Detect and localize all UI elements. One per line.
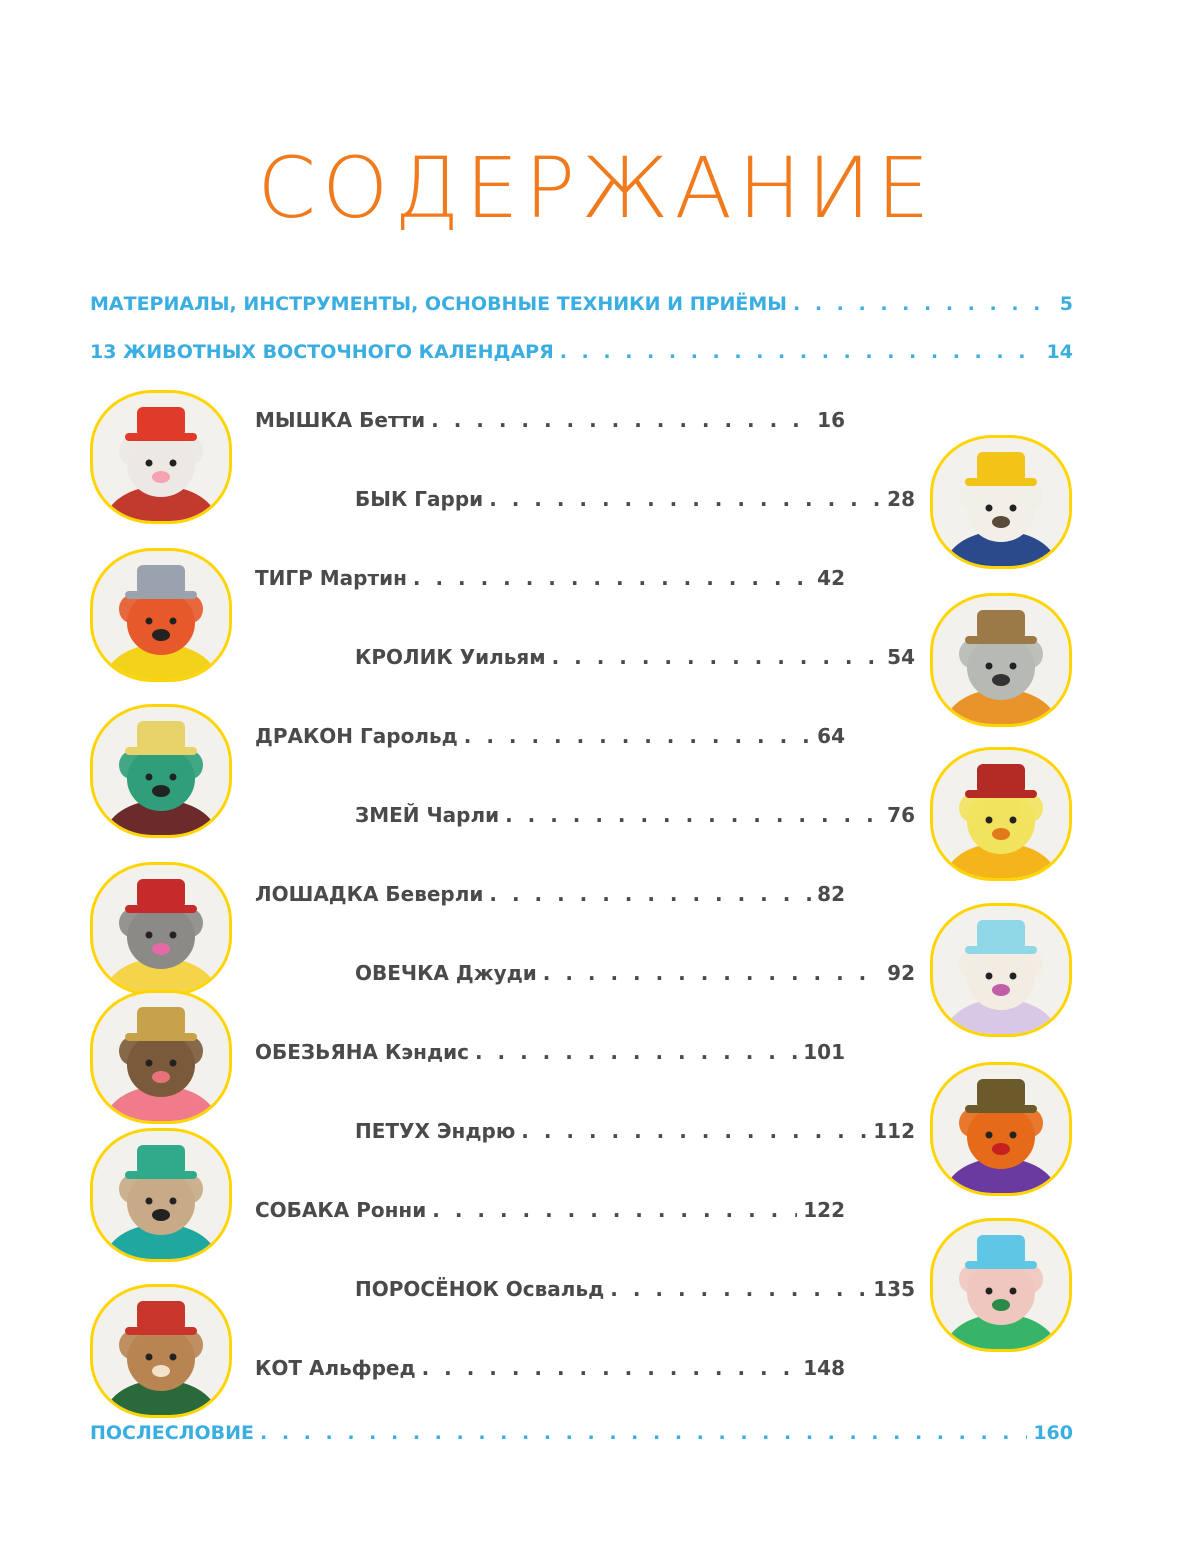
animal-type: ПОРОСЁНОК bbox=[355, 1277, 499, 1301]
toc-entry-label bbox=[255, 1037, 469, 1067]
toc-entry-horse[interactable] bbox=[255, 879, 845, 909]
toc-leader-dots bbox=[422, 1353, 798, 1383]
toc-page-number: 92 bbox=[887, 961, 915, 985]
animal-name: Мартин bbox=[319, 566, 407, 590]
toc-entry-dragon[interactable] bbox=[255, 721, 845, 751]
toc-page-number: 135 bbox=[873, 1277, 915, 1301]
toc-entry-rabbit[interactable] bbox=[355, 642, 915, 672]
rabbit-icon bbox=[930, 593, 1072, 727]
bull-icon bbox=[930, 435, 1072, 569]
toc-section-label: 13 ЖИВОТНЫХ ВОСТОЧНОГО КАЛЕНДАРЯ bbox=[90, 341, 554, 363]
toc-leader-dots bbox=[552, 642, 882, 672]
toc-entry-cat[interactable] bbox=[255, 1353, 845, 1383]
toc-entry-label bbox=[255, 405, 425, 435]
toc-page-number: 5 bbox=[1059, 293, 1073, 315]
animal-type: ПЕТУХ bbox=[355, 1119, 430, 1143]
toc-entry-label bbox=[355, 958, 537, 988]
animal-type: ТИГР bbox=[255, 566, 313, 590]
toc-entry-label bbox=[255, 1195, 426, 1225]
monkey-icon bbox=[90, 990, 232, 1124]
animal-name: Чарли bbox=[426, 803, 500, 827]
toc-entry-sheep[interactable] bbox=[355, 958, 915, 988]
toc-page-number: 54 bbox=[887, 645, 915, 669]
toc-entry-monkey[interactable] bbox=[255, 1037, 845, 1067]
dragon-icon bbox=[90, 704, 232, 838]
piglet-icon bbox=[930, 1218, 1072, 1352]
toc-page-number: 42 bbox=[817, 566, 845, 590]
toc-page-number: 16 bbox=[817, 408, 845, 432]
animal-type: СОБАКА bbox=[255, 1198, 350, 1222]
animal-name: Гарри bbox=[414, 487, 484, 511]
animal-type: ОВЕЧКА bbox=[355, 961, 449, 985]
toc-section-materials[interactable] bbox=[90, 289, 1073, 319]
animal-type: МЫШКА bbox=[255, 408, 353, 432]
toc-entry-snake[interactable] bbox=[355, 800, 915, 830]
dog-icon bbox=[90, 1128, 232, 1262]
animal-name: Бетти bbox=[359, 408, 426, 432]
toc-entry-label bbox=[255, 1353, 416, 1383]
animal-name: Гарольд bbox=[360, 724, 458, 748]
animal-name: Эндрю bbox=[436, 1119, 516, 1143]
toc-page-number: 122 bbox=[803, 1198, 845, 1222]
toc-leader-dots bbox=[505, 800, 881, 830]
toc-entry-piglet[interactable] bbox=[355, 1274, 915, 1304]
toc-leader-dots bbox=[610, 1274, 867, 1304]
rooster-icon bbox=[930, 1062, 1072, 1196]
toc-page-number: 101 bbox=[803, 1040, 845, 1064]
toc-leader-dots bbox=[432, 1195, 797, 1225]
toc-entry-label bbox=[355, 1116, 515, 1146]
tiger-icon bbox=[90, 548, 232, 682]
toc-leader-dots bbox=[413, 563, 811, 593]
animal-type: ДРАКОН bbox=[255, 724, 354, 748]
toc-leader-dots bbox=[431, 405, 811, 435]
toc-page-number: 112 bbox=[873, 1119, 915, 1143]
animal-name: Альфред bbox=[308, 1356, 416, 1380]
toc-leader-dots bbox=[521, 1116, 867, 1146]
toc-page-number: 76 bbox=[887, 803, 915, 827]
toc-entry-label bbox=[355, 484, 483, 514]
animal-name: Ронни bbox=[356, 1198, 427, 1222]
animal-type: КРОЛИК bbox=[355, 645, 453, 669]
animal-name: Уильям bbox=[459, 645, 546, 669]
toc-section-afterword[interactable] bbox=[90, 1418, 1073, 1448]
page-title: СОДЕРЖАНИЕ bbox=[257, 139, 936, 237]
toc-entry-dog[interactable] bbox=[255, 1195, 845, 1225]
toc-leader-dots bbox=[464, 721, 811, 751]
toc-entry-label bbox=[355, 642, 546, 672]
animal-name: Кэндис bbox=[384, 1040, 469, 1064]
animal-type: КОТ bbox=[255, 1356, 302, 1380]
toc-entry-label bbox=[255, 721, 458, 751]
mouse-icon bbox=[90, 390, 232, 524]
animal-type: ОБЕЗЬЯНА bbox=[255, 1040, 378, 1064]
toc-entry-bull[interactable] bbox=[355, 484, 915, 514]
snake-icon bbox=[930, 747, 1072, 881]
toc-page-number: 148 bbox=[803, 1356, 845, 1380]
animal-type: БЫК bbox=[355, 487, 408, 511]
toc-page-number: 82 bbox=[817, 882, 845, 906]
toc-page-number: 160 bbox=[1033, 1422, 1073, 1444]
toc-page-number: 14 bbox=[1046, 341, 1073, 363]
animal-name: Джуди bbox=[455, 961, 537, 985]
toc-page-number: 64 bbox=[817, 724, 845, 748]
toc-entry-label bbox=[255, 563, 407, 593]
toc-leader-dots bbox=[475, 1037, 797, 1067]
toc-leader-dots bbox=[489, 879, 811, 909]
toc-page-number: 28 bbox=[887, 487, 915, 511]
animal-name: Беверли bbox=[385, 882, 484, 906]
toc-entry-label bbox=[355, 800, 499, 830]
toc-leader-dots bbox=[793, 289, 1054, 319]
toc-entry-tiger[interactable] bbox=[255, 563, 845, 593]
toc-entry-label bbox=[255, 879, 483, 909]
toc-section-animals[interactable] bbox=[90, 337, 1073, 367]
toc-leader-dots bbox=[543, 958, 881, 988]
sheep-icon bbox=[930, 903, 1072, 1037]
animal-type: ЛОШАДКА bbox=[255, 882, 379, 906]
toc-leader-dots bbox=[560, 337, 1041, 367]
cat-icon bbox=[90, 1284, 232, 1418]
toc-entry-label bbox=[355, 1274, 604, 1304]
toc-entry-rooster[interactable] bbox=[355, 1116, 915, 1146]
horse-icon bbox=[90, 862, 232, 996]
animal-type: ЗМЕЙ bbox=[355, 803, 420, 827]
toc-section-label: МАТЕРИАЛЫ, ИНСТРУМЕНТЫ, ОСНОВНЫЕ ТЕХНИКИ И ПРИЁМЫ bbox=[90, 293, 787, 315]
animal-name: Освальд bbox=[505, 1277, 605, 1301]
toc-leader-dots bbox=[260, 1418, 1027, 1448]
toc-leader-dots bbox=[489, 484, 881, 514]
toc-section-label: ПОСЛЕСЛОВИЕ bbox=[90, 1422, 254, 1444]
toc-entry-mouse[interactable] bbox=[255, 405, 845, 435]
